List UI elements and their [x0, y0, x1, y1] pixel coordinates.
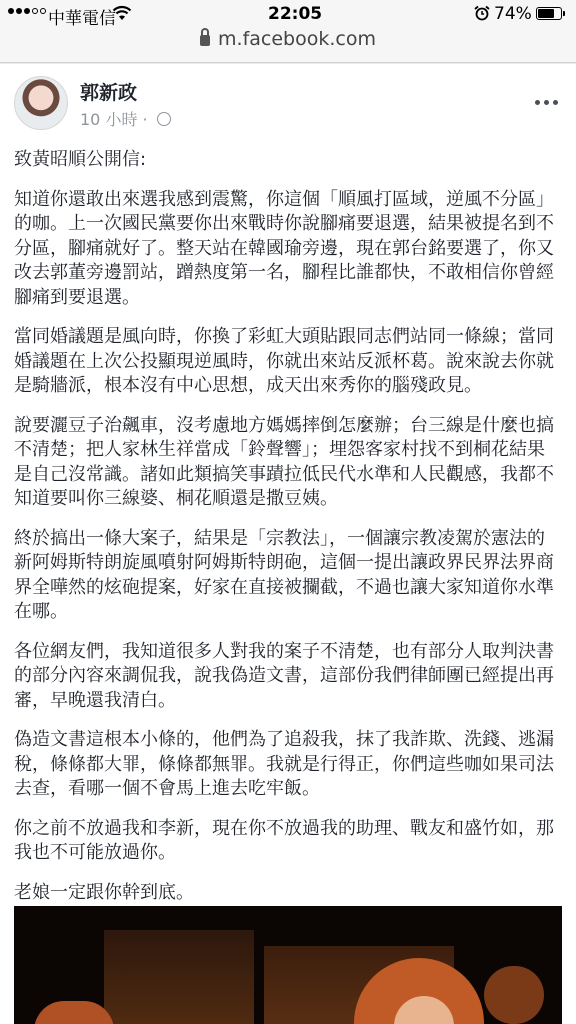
post-author[interactable]: 郭新政	[80, 82, 138, 104]
post-paragraph: 終於搞出一條大案子，結果是「宗教法」，一個讓宗教凌駕於憲法的新阿姆斯特朗旋風噴射阿姆斯特朗砲，這個一提出讓政界民界法界商界全嘩然的炫砲提案，好家在直接被攔截，不過也讓大家知道你水準在哪。	[14, 527, 554, 622]
post-paragraph: 致黃昭順公開信:	[14, 149, 147, 170]
post-photo[interactable]	[14, 906, 562, 1024]
post-paragraph: 各位網友們，我知道很多人對我的案子不清楚，也有部分人取判決書的部分內容來調侃我，說我偽造文書，這部份我們律師團已經提出再審，早晚還我清白。	[14, 640, 554, 711]
wifi-icon	[112, 5, 132, 21]
avatar[interactable]	[14, 76, 68, 130]
post-card	[0, 64, 576, 1024]
browser-header	[0, 0, 576, 63]
post-meta	[80, 107, 171, 130]
lock-icon	[200, 35, 210, 46]
post-paragraph: 當同婚議題是風向時，你換了彩虹大頭貼跟同志們站同一條線；當同婚議題在上次公投顯現逆風時，你就出來站反派杯葛。說來說去你就是騎牆派，根本沒有中心思想，成天出來秀你的腦殘政見。	[14, 326, 554, 396]
meta-separator: ·	[142, 110, 148, 129]
post-paragraph: 老娘一定跟你幹到底。	[14, 881, 194, 903]
alarm-clock-icon	[474, 5, 490, 21]
status-bar	[0, 0, 576, 30]
battery-icon	[536, 7, 562, 20]
url-text: m.facebook.com	[218, 28, 376, 50]
post-paragraph: 知道你還敢出來選我感到震驚，你這個「順風打區域，逆風不分區」的咖。上一次國民黨要你出來戰時你說腳痛要退選，結果被提名到不分區，腳痛就好了。整天站在韓國瑜旁邊，現在郭台銘要選了，你又改去郭董旁邊罰站，蹭熱度第一名，腳程比誰都快，不敢相信你曾經腳痛到要退選。	[14, 188, 554, 308]
post-paragraph: 說要灑豆子治飆車，沒考慮地方媽媽摔倒怎麼辦；台三線是什麼也搞不清楚；把人家林生祥當成「鈴聲響」；埋怨客家村找不到桐花結果是自己沒常識。諸如此類搞笑事蹟拉低民代水準和人民觀感，我都不知道要叫你三線婆、桐花順還是撒豆姨。	[14, 414, 554, 509]
more-options-icon[interactable]	[535, 100, 558, 105]
post-paragraph: 你之前不放過我和李新，現在你不放過我的助理、戰友和盛竹如，那我也不可能放過你。	[14, 817, 554, 863]
clock: 22:05	[268, 4, 323, 24]
address-bar[interactable]	[0, 28, 576, 50]
carrier-name: 中華電信	[48, 9, 116, 29]
post-timestamp[interactable]: 10 小時	[80, 110, 138, 129]
battery-percentage: 74%	[494, 4, 532, 24]
post-paragraph: 偽造文書這根本小條的，他們為了追殺我，抹了我詐欺、洗錢、逃漏稅，條條都大罪，條條都無罪。我就是行得正，你們這些咖如果司法去查，看哪一個不會馬上進去吃牢飯。	[14, 729, 554, 799]
public-globe-icon	[157, 112, 171, 126]
signal-strength-icon	[8, 8, 46, 14]
post-body	[14, 148, 562, 920]
